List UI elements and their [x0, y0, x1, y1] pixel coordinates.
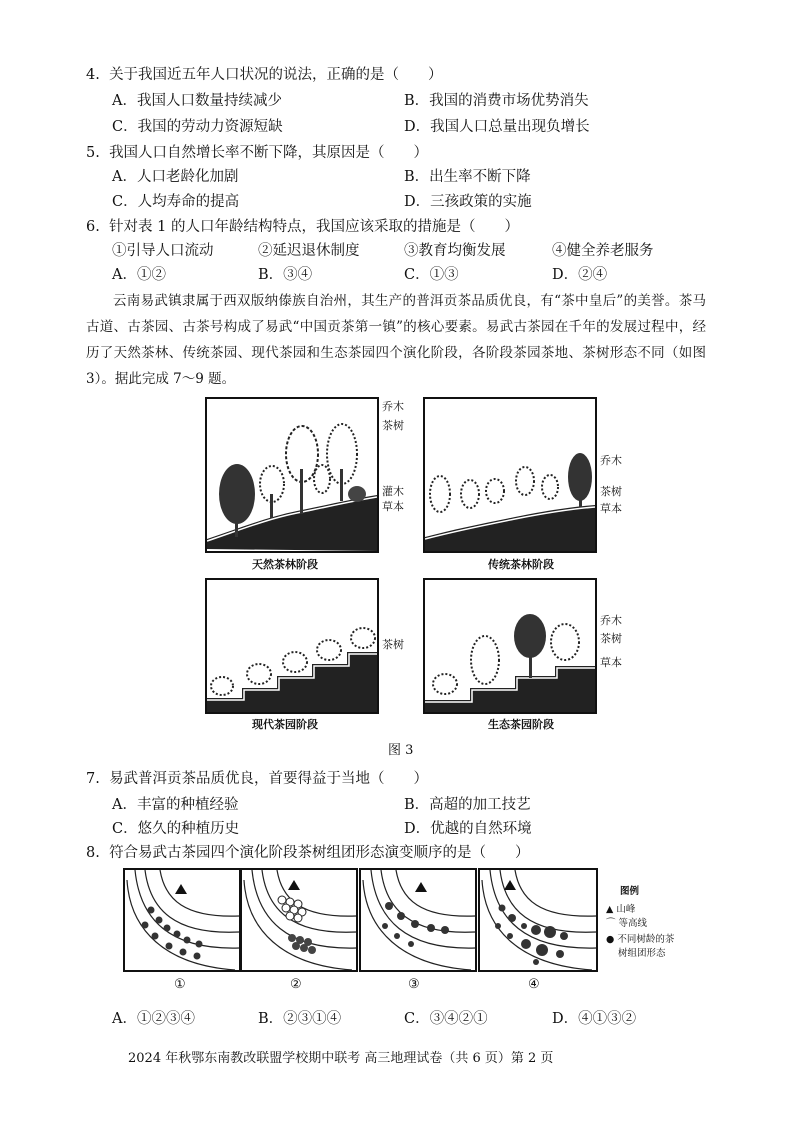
passage-text: 云南易武镇隶属于西双版纳傣族自治州，其生产的普洱贡茶品质优良，有“茶中皇后”的美誉。茶马古道、古茶园、古茶号构成了易武“中国贡茶第一镇”的核心要素。易武古茶园在千年的发展过程中，经历了天然茶林、传统茶园、现代茶园和生态茶园四个演化阶段，各阶段茶园茶地、茶树形态不同（如图 3）。据此完成 7～9 题。 [86, 293, 706, 387]
q8-option-c[interactable]: C．③④②① [404, 1011, 488, 1027]
fig3-p1-caption: 天然茶林阶段 [252, 558, 318, 571]
fig3-p4-label-tea: 茶树 [600, 632, 622, 645]
q6-measure-3: ③教育均衡发展 [404, 243, 506, 259]
q6-measure-2: ②延迟退休制度 [258, 243, 360, 259]
fig3-p2-label-herb: 草本 [600, 502, 622, 515]
fig3-p4-label-arbor: 乔木 [600, 614, 622, 627]
q6-option-a[interactable]: A．①② [112, 267, 166, 283]
topo-number-4: ④ [528, 977, 540, 992]
fig3-p2-label-arbor: 乔木 [600, 454, 622, 467]
ecological-garden-illustration [425, 580, 595, 712]
fig3-p3-caption: 现代茶园阶段 [252, 718, 318, 731]
q6-option-d[interactable]: D．②④ [552, 267, 608, 283]
topo-number-3: ③ [408, 977, 420, 992]
legend-title: 图例 [620, 886, 640, 897]
fig3-p2-caption: 传统茶林阶段 [488, 558, 554, 571]
topo-map-3 [359, 868, 477, 972]
legend-cluster-2: 树组团形态 [618, 948, 666, 959]
question-6-stem: 6. 针对表 1 的人口年龄结构特点，我国应该采取的措施是（ ） [86, 219, 520, 235]
q4-option-b[interactable]: B．我国的消费市场优势消失 [404, 93, 589, 109]
fig3-p1-label-herb: 草本 [382, 500, 404, 513]
fig3-panel-modern [205, 578, 379, 714]
fig3-p1-label-arbor: 乔木 [382, 400, 404, 413]
q7-option-c[interactable]: C．悠久的种植历史 [112, 821, 240, 837]
question-8-stem: 8. 符合易武古茶园四个演化阶段茶树组团形态演变顺序的是（ ） [86, 845, 530, 861]
question-5-stem: 5. 我国人口自然增长率不断下降，其原因是（ ） [86, 145, 429, 161]
topo-map-1 [123, 868, 241, 972]
figure-3-title: 图 3 [388, 743, 414, 758]
topo-map-4 [478, 868, 598, 972]
q8-option-d[interactable]: D．④①③② [552, 1011, 637, 1027]
contour-line-icon: ⌒ [606, 918, 616, 929]
fig3-p1-label-tea: 茶树 [382, 419, 404, 432]
q7-option-d[interactable]: D．优越的自然环境 [404, 821, 532, 837]
page-footer: 2024 年秋鄂东南教改联盟学校期中联考 高三地理试卷（共 6 页）第 2 页 [128, 1051, 554, 1066]
legend-peak: ▲ 山峰 [606, 904, 636, 915]
fig3-p2-label-tea: 茶树 [600, 485, 622, 498]
fig3-p4-caption: 生态茶园阶段 [488, 718, 554, 731]
q6-option-c[interactable]: C．①③ [404, 267, 459, 283]
q6-measure-1: ①引导人口流动 [112, 243, 214, 259]
q4-option-d[interactable]: D．我国人口总量出现负增长 [404, 119, 590, 135]
q5-option-d[interactable]: D．三孩政策的实施 [404, 194, 532, 210]
q8-option-b[interactable]: B．②③①④ [258, 1011, 342, 1027]
q7-option-a[interactable]: A．丰富的种植经验 [112, 797, 239, 813]
topo-number-2: ② [290, 977, 302, 992]
tea-cluster-dots-icon: ● [606, 934, 615, 945]
legend-contour: ⌒ 等高线 [606, 918, 648, 929]
topo-number-1: ① [174, 977, 186, 992]
fig3-panel-ecological [423, 578, 597, 714]
question-7-stem: 7. 易武普洱贡茶品质优良，首要得益于当地（ ） [86, 771, 429, 787]
question-4-stem: 4. 关于我国近五年人口状况的说法，正确的是（ ） [86, 67, 443, 83]
traditional-forest-illustration [425, 399, 595, 551]
q5-option-b[interactable]: B．出生率不断下降 [404, 169, 531, 185]
fig3-p3-label-tea: 茶树 [382, 638, 404, 651]
q6-option-b[interactable]: B．③④ [258, 267, 313, 283]
q5-option-c[interactable]: C．人均寿命的提高 [112, 194, 240, 210]
q6-measure-4: ④健全养老服务 [552, 243, 654, 259]
natural-forest-illustration [207, 399, 377, 551]
fig3-panel-traditional [423, 397, 597, 553]
fig3-p1-label-shrub: 灌木 [382, 485, 404, 498]
q5-option-a[interactable]: A．人口老龄化加剧 [112, 169, 239, 185]
q4-option-c[interactable]: C．我国的劳动力资源短缺 [112, 119, 283, 135]
peak-triangle-icon: ▲ [606, 904, 614, 915]
q7-option-b[interactable]: B．高超的加工技艺 [404, 797, 531, 813]
fig3-panel-natural [205, 397, 379, 553]
q4-option-a[interactable]: A．我国人口数量持续减少 [112, 93, 282, 109]
modern-garden-illustration [207, 580, 377, 712]
q8-option-a[interactable]: A．①②③④ [112, 1011, 195, 1027]
legend-cluster-1: ● 不同树龄的茶 [606, 934, 675, 945]
fig3-p4-label-herb: 草本 [600, 656, 622, 669]
topo-map-2 [240, 868, 358, 972]
